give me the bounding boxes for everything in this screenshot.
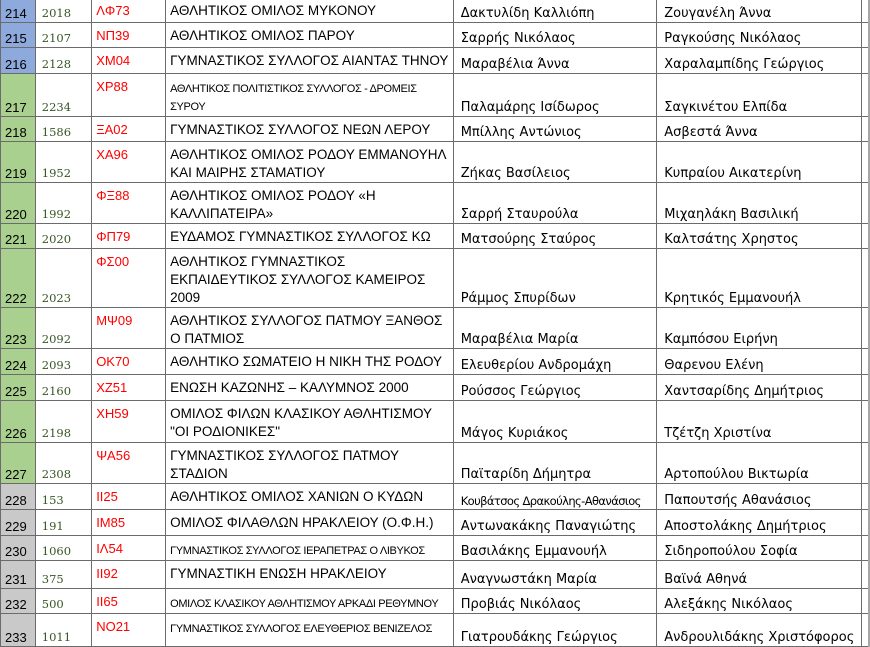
- club-name-cell: ΟΜΙΛΟΣ ΚΛΑΣΙΚΟΥ ΑΘΛΗΤΙΣΜΟΥ ΑΡΚΑΔΙ ΡΕΘΥΜΝΟΥ: [166, 589, 454, 614]
- secretary-cell: Τζέτζη Χριστίνα: [657, 401, 862, 443]
- table-row: [1, 249, 870, 308]
- club-code-cell: ΙΜ85: [92, 510, 166, 536]
- registry-number-cell: 1011: [35, 614, 91, 647]
- table-edge-cell: [862, 510, 869, 536]
- club-code-cell: ΙΙ65: [92, 589, 166, 614]
- registry-number-cell: 2234: [35, 74, 91, 117]
- president-cell: Παλαμάρης Ισίδωρος: [453, 74, 657, 117]
- club-name-cell: ΑΘΛΗΤΙΚΟΣ ΟΜΙΛΟΣ ΜΥΚΟΝΟΥ: [166, 0, 454, 23]
- table-edge-cell: [862, 614, 869, 647]
- table-row: [1, 142, 870, 183]
- table-edge-cell: [862, 224, 869, 249]
- president-cell: Μπίλλης Αντώνιος: [453, 117, 657, 142]
- row-number-cell: 217: [1, 74, 36, 117]
- row-number-cell: 223: [1, 308, 36, 349]
- row-number-cell: 219: [1, 142, 36, 183]
- row-number-cell: 215: [1, 23, 36, 48]
- table-row: [1, 308, 870, 349]
- table-row: [1, 401, 870, 443]
- registry-number-cell: 153: [35, 484, 91, 510]
- registry-number-cell: 2018: [35, 0, 91, 23]
- table-row: [1, 48, 870, 74]
- secretary-cell: Ανδρουλιδάκης Χριστόφορος: [657, 614, 862, 647]
- secretary-cell: Καλτσάτης Χρηστος: [657, 224, 862, 249]
- secretary-cell: Ζουγανέλη Άννα: [657, 0, 862, 23]
- clubs-table-body: [1, 0, 870, 647]
- club-code-cell: ΜΨ09: [92, 308, 166, 349]
- registry-number-cell: 500: [35, 589, 91, 614]
- president-cell: Βασιλάκης Εμμανουήλ: [453, 536, 657, 561]
- president-cell: Κουβάτσος Δρακούλης-Αθανάσιος: [453, 484, 657, 510]
- president-cell: Ράμμος Σπυρίδων: [453, 249, 657, 308]
- table-row: [1, 589, 870, 614]
- table-edge-cell: [862, 74, 869, 117]
- club-code-cell: ΧΖ51: [92, 375, 166, 401]
- club-name-cell: ΑΘΛΗΤΙΚΟΣ ΟΜΙΛΟΣ ΡΟΔΟΥ «Η ΚΑΛΛΙΠΑΤΕΙΡΑ»: [166, 183, 454, 224]
- club-name-cell: ΓΥΜΝΑΣΤΙΚΟΣ ΣΥΛΛΟΓΟΣ ΠΑΤΜΟΥ ΣΤΑΔΙΟΝ: [166, 443, 454, 484]
- secretary-cell: Ραγκούσης Νικόλαος: [657, 23, 862, 48]
- table-row: [1, 536, 870, 561]
- club-code-cell: ΙΙ25: [92, 484, 166, 510]
- registry-number-cell: 1060: [35, 536, 91, 561]
- table-row: [1, 183, 870, 224]
- row-number-cell: 233: [1, 614, 36, 647]
- registry-number-cell: 2107: [35, 23, 91, 48]
- club-name-cell: ΓΥΜΝΑΣΤΙΚΟΣ ΣΥΛΛΟΓΟΣ ΙΕΡΑΠΕΤΡΑΣ Ο ΛΙΒΥΚΟΣ: [166, 536, 454, 561]
- table-edge-cell: [862, 484, 869, 510]
- club-name-cell: ΑΘΛΗΤΙΚΟΣ ΟΜΙΛΟΣ ΠΑΡΟΥ: [166, 23, 454, 48]
- club-name-cell: ΓΥΜΝΑΣΤΙΚΗ ΕΝΩΣΗ ΗΡΑΚΛΕΙΟΥ: [166, 561, 454, 589]
- table-edge-cell: [862, 401, 869, 443]
- club-code-cell: ΧΑ96: [92, 142, 166, 183]
- secretary-cell: Μιχαηλάκη Βασιλική: [657, 183, 862, 224]
- club-code-cell: ΛΦ73: [92, 0, 166, 23]
- row-number-cell: 225: [1, 375, 36, 401]
- row-number-cell: 228: [1, 484, 36, 510]
- secretary-cell: Σιδηροπούλου Σοφία: [657, 536, 862, 561]
- club-code-cell: ΨΑ56: [92, 443, 166, 484]
- president-cell: Μαραβέλια Άννα: [453, 48, 657, 74]
- secretary-cell: Βαϊνά Αθηνά: [657, 561, 862, 589]
- table-row: [1, 484, 870, 510]
- table-row: [1, 23, 870, 48]
- row-number-cell: 224: [1, 349, 36, 375]
- row-number-cell: 232: [1, 589, 36, 614]
- row-number-cell: 220: [1, 183, 36, 224]
- table-row: [1, 0, 870, 23]
- table-edge-cell: [862, 375, 869, 401]
- secretary-cell: Κυπραίου Αικατερίνη: [657, 142, 862, 183]
- table-row: [1, 117, 870, 142]
- table-edge-cell: [862, 589, 869, 614]
- president-cell: Αναγνωστάκη Μαρία: [453, 561, 657, 589]
- registry-number-cell: 2023: [35, 249, 91, 308]
- registry-number-cell: 2308: [35, 443, 91, 484]
- club-code-cell: ΝΟ21: [92, 614, 166, 647]
- row-number-cell: 231: [1, 561, 36, 589]
- table-edge-cell: [862, 536, 869, 561]
- president-cell: Γιατρουδάκης Γεώργιος: [453, 614, 657, 647]
- president-cell: Δακτυλίδη Καλλιόπη: [453, 0, 657, 23]
- club-code-cell: ΦΣ00: [92, 249, 166, 308]
- president-cell: Ελευθερίου Ανδρομάχη: [453, 349, 657, 375]
- president-cell: Ρούσσος Γεώργιος: [453, 375, 657, 401]
- club-code-cell: ΙΙ92: [92, 561, 166, 589]
- club-name-cell: ΕΝΩΣΗ ΚΑΖΩΝΗΣ – ΚΑΛΥΜΝΟΣ 2000: [166, 375, 454, 401]
- president-cell: Μαραβέλια Μαρία: [453, 308, 657, 349]
- table-edge-cell: [862, 349, 869, 375]
- table-row: [1, 443, 870, 484]
- table-row: [1, 224, 870, 249]
- registry-number-cell: 2160: [35, 375, 91, 401]
- club-name-cell: ΓΥΜΝΑΣΤΙΚΟΣ ΣΥΛΛΟΓΟΣ ΑΙΑΝΤΑΣ ΤΗΝΟΥ: [166, 48, 454, 74]
- club-name-cell: ΑΘΛΗΤΙΚΟΣ ΟΜΙΛΟΣ ΡΟΔΟΥ ΕΜΜΑΝΟΥΗΛ ΚΑΙ ΜΑΙΡΗΣ ΣΤΑΜΑΤΙΟΥ: [166, 142, 454, 183]
- secretary-cell: Καμπόσου Ειρήνη: [657, 308, 862, 349]
- president-cell: Αντωνακάκης Παναγιώτης: [453, 510, 657, 536]
- table-edge-cell: [862, 117, 869, 142]
- row-number-cell: 221: [1, 224, 36, 249]
- table-edge-cell: [862, 23, 869, 48]
- club-name-cell: ΓΥΜΝΑΣΤΙΚΟΣ ΣΥΛΛΟΓΟΣ ΕΛΕΥΘΕΡΙΟΣ ΒΕΝΙΖΕΛΟΣ: [166, 614, 454, 647]
- president-cell: Ματσούρης Σταύρος: [453, 224, 657, 249]
- table-edge-cell: [862, 183, 869, 224]
- club-name-cell: ΑΘΛΗΤΙΚΟΣ ΟΜΙΛΟΣ ΧΑΝΙΩΝ Ο ΚΥΔΩΝ: [166, 484, 454, 510]
- table-edge-cell: [862, 249, 869, 308]
- club-name-cell: ΑΘΛΗΤΙΚΟΣ ΓΥΜΝΑΣΤΙΚΟΣ ΕΚΠΑΙΔΕΥΤΙΚΟΣ ΣΥΛΛΟΓΟΣ ΚΑΜΕΙΡΟΣ 2009: [166, 249, 454, 308]
- club-name-cell: ΓΥΜΝΑΣΤΙΚΟΣ ΣΥΛΛΟΓΟΣ ΝΕΩΝ ΛΕΡΟΥ: [166, 117, 454, 142]
- club-code-cell: ΦΠ79: [92, 224, 166, 249]
- club-code-cell: ΟΚ70: [92, 349, 166, 375]
- row-number-cell: 226: [1, 401, 36, 443]
- table-row: [1, 614, 870, 647]
- club-code-cell: ΧΗ59: [92, 401, 166, 443]
- registry-number-cell: 2128: [35, 48, 91, 74]
- secretary-cell: Αρτοπούλου Βικτωρία: [657, 443, 862, 484]
- table-edge-cell: [862, 443, 869, 484]
- registry-number-cell: 375: [35, 561, 91, 589]
- registry-number-cell: 1586: [35, 117, 91, 142]
- table-row: [1, 349, 870, 375]
- club-name-cell: ΟΜΙΛΟΣ ΦΙΛΩΝ ΚΛΑΣΙΚΟΥ ΑΘΛΗΤΙΣΜΟΥ "ΟΙ ΡΟΔΙΟΝΙΚΕΣ": [166, 401, 454, 443]
- club-code-cell: ΧΡ88: [92, 74, 166, 117]
- secretary-cell: Χαραλαμπίδης Γεώργιος: [657, 48, 862, 74]
- club-name-cell: ΑΘΛΗΤΙΚΟΣ ΠΟΛΙΤΙΣΤΙΚΟΣ ΣΥΛΛΟΓΟΣ - ΔΡΟΜΕΙΣ ΣΥΡΟΥ: [166, 74, 454, 117]
- registry-number-cell: 191: [35, 510, 91, 536]
- club-code-cell: ΦΞ88: [92, 183, 166, 224]
- row-number-cell: 218: [1, 117, 36, 142]
- president-cell: Σαρρής Νικόλαος: [453, 23, 657, 48]
- president-cell: Προβιάς Νικόλαος: [453, 589, 657, 614]
- table-row: [1, 375, 870, 401]
- club-name-cell: ΟΜΙΛΟΣ ΦΙΛΑΘΛΩΝ ΗΡΑΚΛΕΙΟΥ (Ο.Φ.Η.): [166, 510, 454, 536]
- table-edge-cell: [862, 561, 869, 589]
- table-edge-cell: [862, 48, 869, 74]
- row-number-cell: 214: [1, 0, 36, 23]
- table-row: [1, 74, 870, 117]
- registry-number-cell: 2093: [35, 349, 91, 375]
- club-name-cell: ΑΘΛΗΤΙΚΟ ΣΩΜΑΤΕΙΟ Η ΝΙΚΗ ΤΗΣ ΡΟΔΟΥ: [166, 349, 454, 375]
- row-number-cell: 229: [1, 510, 36, 536]
- president-cell: Σαρρή Σταυρούλα: [453, 183, 657, 224]
- registry-number-cell: 2020: [35, 224, 91, 249]
- registry-number-cell: 2092: [35, 308, 91, 349]
- secretary-cell: Αποστολάκης Δημήτριος: [657, 510, 862, 536]
- row-number-cell: 222: [1, 249, 36, 308]
- president-cell: Παϊταρίδη Δήμητρα: [453, 443, 657, 484]
- club-code-cell: ΙΛ54: [92, 536, 166, 561]
- club-name-cell: ΕΥΔΑΜΟΣ ΓΥΜΝΑΣΤΙΚΟΣ ΣΥΛΛΟΓΟΣ ΚΩ: [166, 224, 454, 249]
- table-row: [1, 561, 870, 589]
- secretary-cell: Αλεξάκης Νικόλαος: [657, 589, 862, 614]
- club-code-cell: ΝΠ39: [92, 23, 166, 48]
- president-cell: Ζήκας Βασίλειος: [453, 142, 657, 183]
- table-row: [1, 510, 870, 536]
- row-number-cell: 227: [1, 443, 36, 484]
- president-cell: Μάγος Κυριάκος: [453, 401, 657, 443]
- row-number-cell: 216: [1, 48, 36, 74]
- secretary-cell: Ασβεστά Άννα: [657, 117, 862, 142]
- club-name-cell: ΑΘΛΗΤΙΚΟΣ ΣΥΛΛΟΓΟΣ ΠΑΤΜΟΥ ΞΑΝΘΟΣ Ο ΠΑΤΜΙΟΣ: [166, 308, 454, 349]
- row-number-cell: 230: [1, 536, 36, 561]
- secretary-cell: Παπουτσής Αθανάσιος: [657, 484, 862, 510]
- secretary-cell: Θαρενου Ελένη: [657, 349, 862, 375]
- secretary-cell: Χαντσαρίδης Δημήτριος: [657, 375, 862, 401]
- club-code-cell: ΞΑ02: [92, 117, 166, 142]
- table-edge-cell: [862, 0, 869, 23]
- table-edge-cell: [862, 142, 869, 183]
- registry-number-cell: 2198: [35, 401, 91, 443]
- registry-number-cell: 1952: [35, 142, 91, 183]
- secretary-cell: Σαγκινέτου Ελπίδα: [657, 74, 862, 117]
- table-edge-cell: [862, 308, 869, 349]
- registry-number-cell: 1992: [35, 183, 91, 224]
- secretary-cell: Κρητικός Εμμανουήλ: [657, 249, 862, 308]
- club-code-cell: ΧΜ04: [92, 48, 166, 74]
